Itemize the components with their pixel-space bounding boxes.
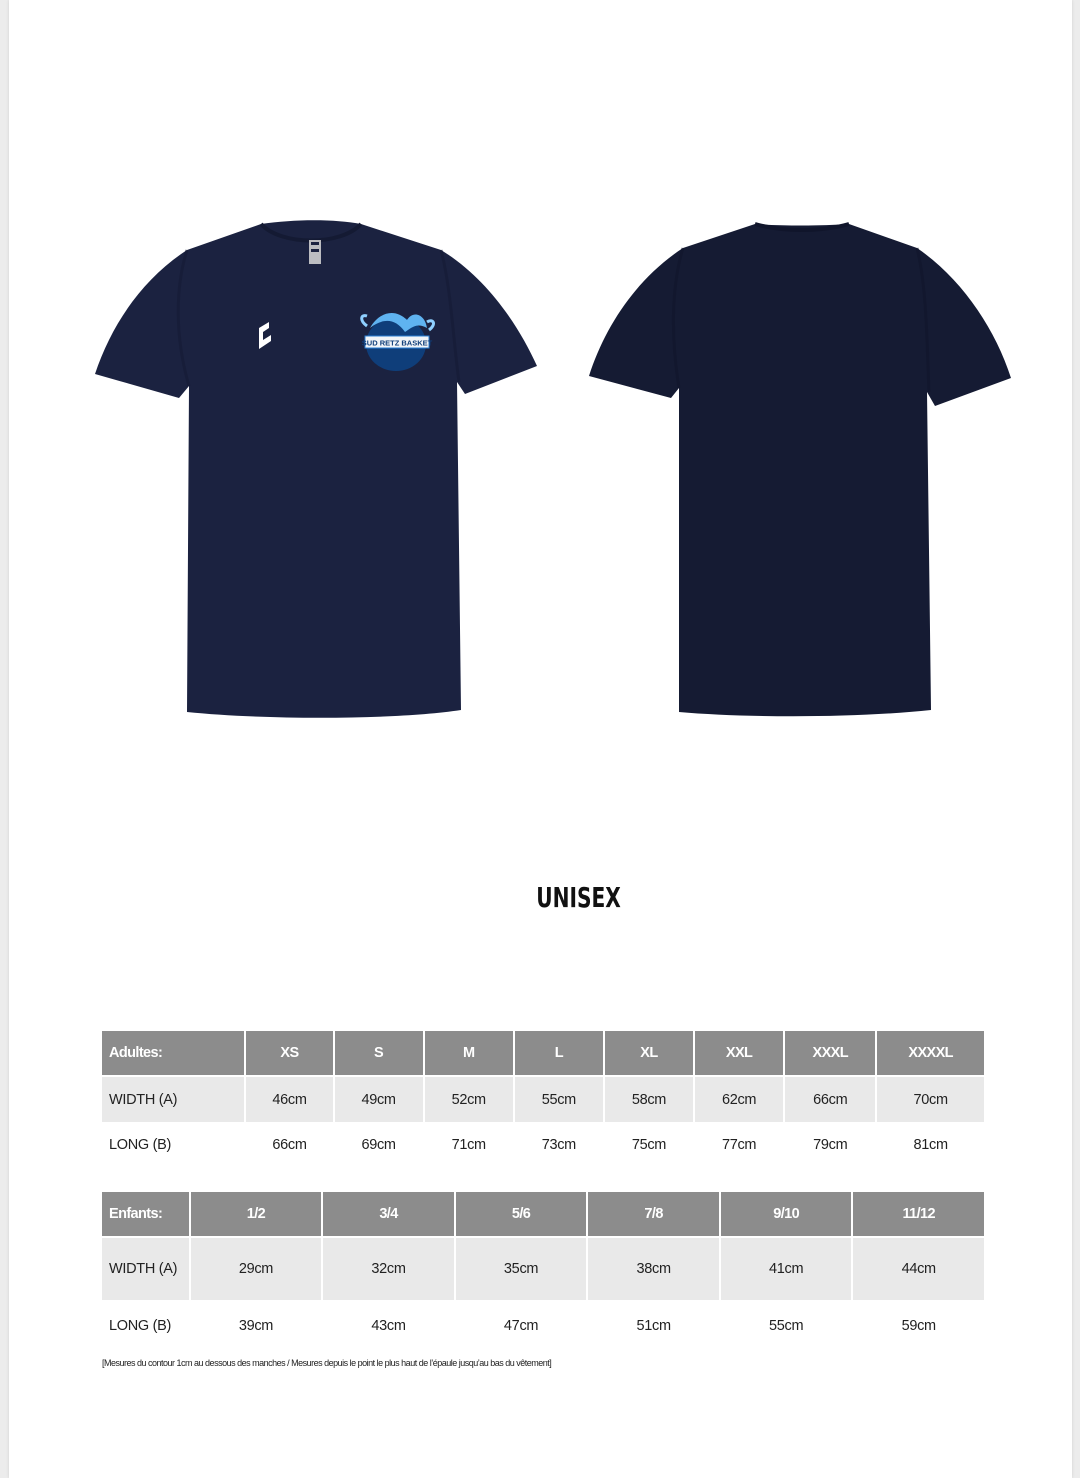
table-cell: 70cm [877, 1077, 984, 1122]
row-label: WIDTH (A) [102, 1238, 189, 1300]
table-header-cell: M [425, 1031, 513, 1077]
table-header-cell: 11/12 [853, 1192, 984, 1238]
table-cell: 52cm [425, 1077, 513, 1122]
table-header-row [102, 1192, 984, 1238]
table-cell: 38cm [588, 1238, 719, 1300]
table-cell: 39cm [238, 1318, 274, 1334]
table-row [102, 1077, 984, 1122]
table-cell: 62cm [695, 1077, 783, 1122]
table-header-cell: 7/8 [588, 1192, 719, 1238]
table-cell: 59cm [901, 1318, 936, 1334]
table-cell: 75cm [631, 1137, 667, 1153]
table-row [102, 1122, 984, 1168]
table-cell: 41cm [721, 1238, 852, 1300]
svg-text:SUD RETZ BASKET: SUD RETZ BASKET [361, 338, 433, 348]
table-header-cell: XXXXL [877, 1031, 984, 1077]
table-cell: 81cm [913, 1137, 948, 1153]
table-cell: 79cm [813, 1137, 848, 1153]
row-label: LONG (B) [109, 1318, 172, 1334]
table-cell: 32cm [323, 1238, 454, 1300]
table-cell: 43cm [371, 1318, 406, 1334]
table-cell: 51cm [636, 1318, 671, 1334]
table-cell: 66cm [785, 1077, 875, 1122]
table-header-cell: 5/6 [456, 1192, 587, 1238]
document-page [9, 0, 1072, 1478]
table-header-cell: XXL [695, 1031, 783, 1077]
product-images [9, 0, 1072, 760]
tshirt-back-image [587, 218, 1013, 724]
table-header-cell: XS [246, 1031, 332, 1077]
table-header-cell: 3/4 [323, 1192, 454, 1238]
row-label: LONG (B) [109, 1137, 172, 1153]
table-header-cell: L [515, 1031, 603, 1077]
table-header-cell: XXXL [785, 1031, 875, 1077]
table-header-cell: 1/2 [191, 1192, 322, 1238]
table-row [102, 1300, 984, 1352]
table-header-cell: 9/10 [721, 1192, 852, 1238]
table-cell: 55cm [769, 1318, 804, 1334]
table-header-cell: Enfants: [102, 1192, 189, 1238]
measurement-footnote: [Mesures du contour 1cm au dessous des manches / Mesures depuis le point le plus haut de l’épaule jusqu’au bas du vêtement] [102, 1358, 552, 1368]
table-cell: 46cm [246, 1077, 332, 1122]
row-label: WIDTH (A) [102, 1077, 244, 1122]
table-cell: 71cm [451, 1137, 486, 1153]
table-header-cell: S [335, 1031, 423, 1077]
table-header-row [102, 1031, 984, 1077]
table-cell: 49cm [335, 1077, 423, 1122]
adult-size-table [100, 1031, 986, 1168]
table-header-cell: XL [605, 1031, 693, 1077]
table-row [102, 1238, 984, 1300]
kids-size-table [100, 1192, 986, 1352]
table-cell: 69cm [361, 1137, 396, 1153]
tshirt-front-image [95, 218, 537, 724]
table-cell: 35cm [456, 1238, 587, 1300]
table-cell: 58cm [605, 1077, 693, 1122]
table-cell: 73cm [541, 1137, 576, 1153]
table-cell: 66cm [272, 1137, 307, 1153]
table-header-cell: Adultes: [102, 1031, 244, 1077]
table-cell: 55cm [515, 1077, 603, 1122]
table-cell: 77cm [721, 1137, 757, 1153]
table-cell: 44cm [853, 1238, 984, 1300]
table-cell: 47cm [503, 1318, 539, 1334]
page-title: UNISEX [536, 881, 621, 914]
table-cell: 29cm [191, 1238, 322, 1300]
